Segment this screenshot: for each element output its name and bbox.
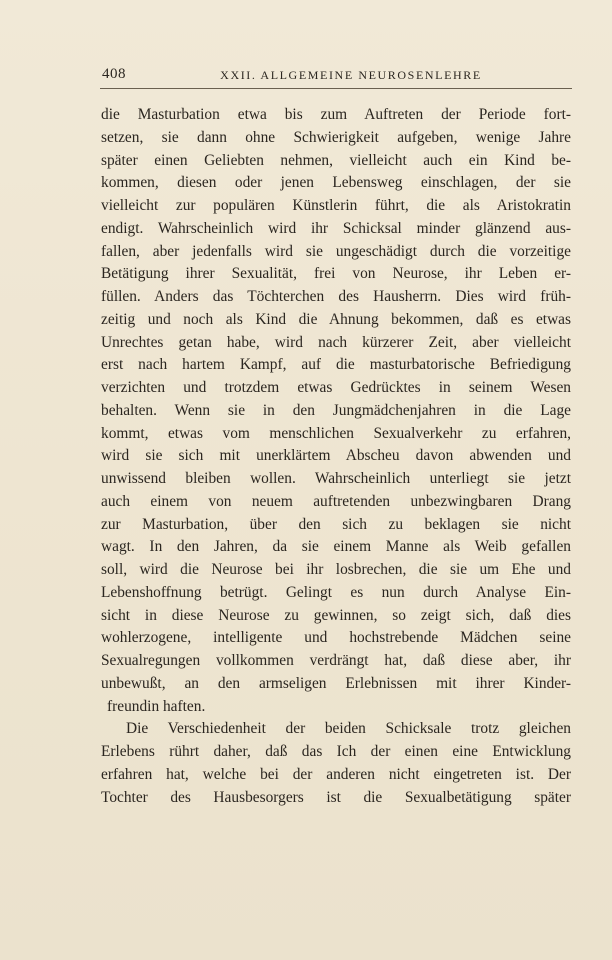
text-line: vielleicht zur populären Künstlerin führt, die als Aristokratin (101, 197, 571, 214)
running-head: XXII. ALLGEMEINE NEUROSENLEHRE (220, 68, 482, 82)
text-line: Sexualregungen vollkommen verdrängt hat, daß diese aber, ihr (101, 652, 571, 669)
text-line: wohlerzogene, intelligente und hochstrebende Mädchen seine (101, 629, 571, 647)
text-line: zur Masturbation, über den sich zu beklagen sie nicht (101, 515, 571, 533)
text-line: wird sie sich mit unerklärtem Abscheu davon abwenden und (101, 447, 571, 465)
text-line: Unrechtes getan habe, wird nach kürzerer Zeit, aber vielleicht (101, 333, 571, 351)
body-text (101, 104, 571, 809)
text-line: endigt. Wahrscheinlich wird ihr Schicksal minder glänzend aus- (101, 219, 571, 237)
text-line: unwissend bleiben wollen. Wahrscheinlich unterliegt sie jetzt (101, 470, 571, 487)
header-rule (100, 88, 572, 89)
text-line: fallen, aber jedenfalls wird sie ungeschädigt durch die vorzeitige (101, 242, 571, 260)
paragraph-start-line: Die Verschiedenheit der beiden Schicksale trotz gleichen (126, 720, 571, 738)
page-number: 408 (102, 66, 126, 82)
text-line: soll, wird die Neurose bei ihr losbrechen, die sie um Ehe und (101, 561, 571, 578)
text-line: sicht in diese Neurose zu gewinnen, so zeigt sich, daß dies (101, 606, 571, 624)
text-line: Erlebens rührt daher, daß das Ich der einen eine Entwicklung (101, 743, 571, 760)
paragraph-end-line: freundin haften. (107, 697, 206, 715)
text-line: Betätigung ihrer Sexualität, frei von Neurose, ihr Leben er- (101, 265, 571, 283)
text-line: erfahren hat, welche bei der anderen nicht eingetreten ist. Der (101, 765, 571, 783)
text-line: Lebenshoffnung betrügt. Gelingt es nun durch Analyse Ein- (101, 583, 571, 601)
text-line: setzen, sie dann ohne Schwierigkeit aufgeben, wenige Jahre (101, 128, 571, 146)
text-line: kommt, etwas vom menschlichen Sexualverkehr zu erfahren, (101, 424, 571, 442)
text-line: später einen Geliebten nehmen, vielleicht auch ein Kind be- (101, 151, 571, 169)
text-line: Tochter des Hausbesorgers ist die Sexualbetätigung später (101, 788, 571, 806)
text-line: auch einem von neuem auftretenden unbezwingbaren Drang (101, 492, 571, 510)
text-line: kommen, diesen oder jenen Lebensweg einschlagen, der sie (101, 174, 571, 192)
text-line: wagt. In den Jahren, da sie einem Manne als Weib gefallen (101, 538, 571, 556)
text-line: behalten. Wenn sie in den Jungmädchenjahren in die Lage (101, 401, 571, 419)
text-line: zeitig und noch als Kind die Ahnung bekommen, daß es etwas (101, 310, 571, 328)
text-line: unbewußt, an den armseligen Erlebnissen mit ihrer Kinder- (101, 674, 571, 692)
text-line: erst nach hartem Kampf, auf die masturbatorische Befriedigung (101, 356, 571, 374)
text-line: verzichten und trotzdem etwas Gedrücktes in seinem Wesen (101, 379, 571, 396)
text-line: füllen. Anders das Töchterchen des Hausherrn. Dies wird früh- (101, 288, 571, 305)
page-header (100, 66, 572, 88)
text-line: die Masturbation etwa bis zum Auftreten der Periode fort- (101, 106, 571, 123)
